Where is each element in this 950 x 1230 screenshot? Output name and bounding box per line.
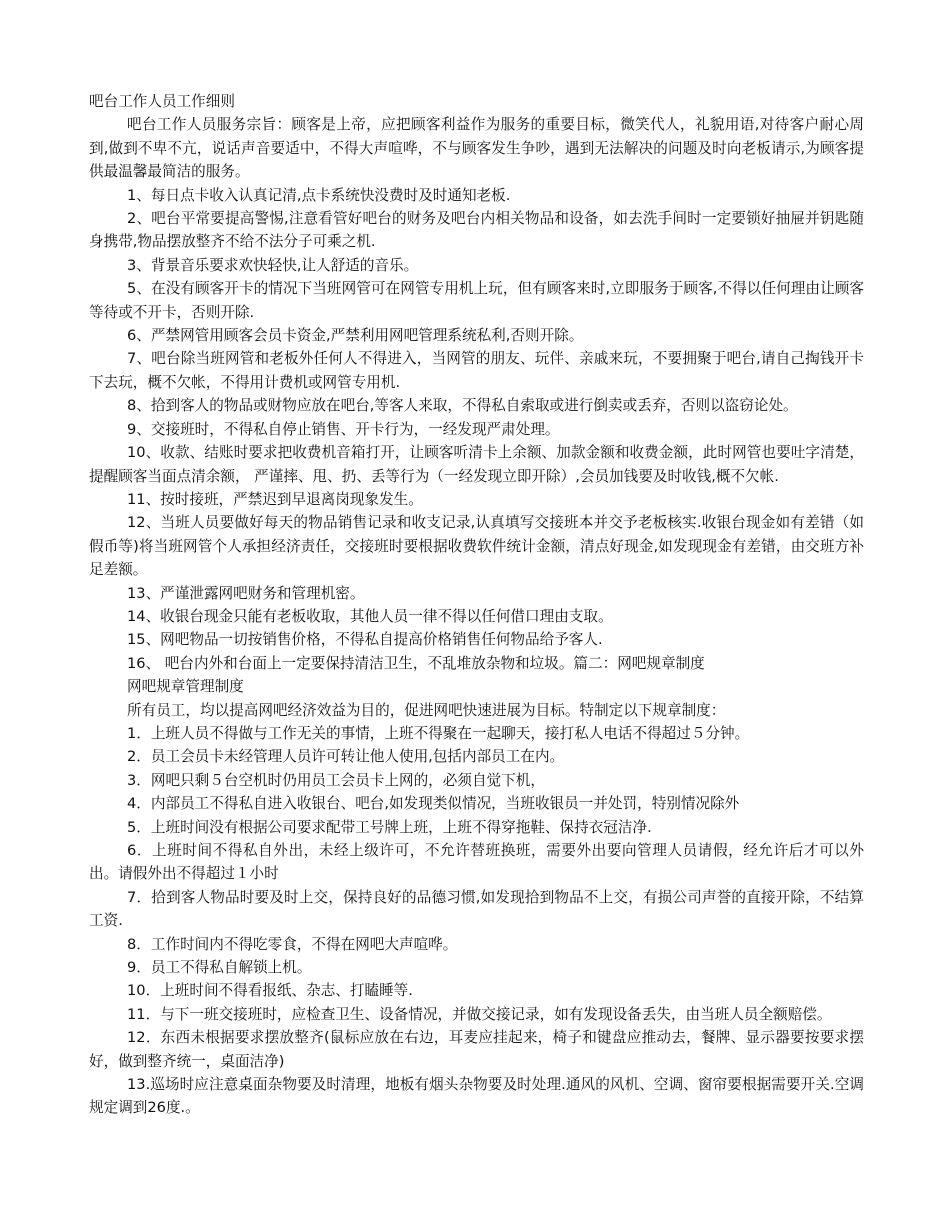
regulation-item: 9．员工不得私自解锁上机。 (127, 959, 312, 977)
regulation-item: 13.巡场时应注意桌面杂物要及时清理，地板有烟头杂物要及时处理.通风的风机、空调、窗帘要根据需要开关.空调规定调到26度.。 (89, 1076, 864, 1117)
section-title: 网吧规章管理制度 (127, 678, 244, 696)
rule-item: 9、交接班时，不得私自停止销售、开卡行为，一经发现严肃处理。 (127, 420, 560, 438)
rule-item: 1、每日点卡收入认真记清,点卡系统快没费时及时通知老板. (127, 186, 511, 204)
rule-item: 7、吧台除当班网管和老板外任何人不得进入，当网管的朋友、玩伴、亲戚来玩，不要拥聚于吧台,请自己掏钱开卡下去玩，概不欠帐，不得用计费机或网管专用机. (89, 350, 864, 391)
rule-item: 15、网吧物品一切按销售价格，不得私自提高价格销售任何物品给予客人. (127, 631, 603, 649)
rule-item: 6、严禁网管用顾客会员卡资金,严禁利用网吧管理系统私利,否则开除。 (127, 327, 584, 345)
rule-item: 3、背景音乐要求欢快轻快,让人舒适的音乐。 (127, 256, 419, 274)
regulation-item: 12．东西未根据要求摆放整齐(鼠标应放在右边，耳麦应挂起来，椅子和键盘应推动去，餐牌、显示器要按要求摆好，做到整齐统一，桌面洁净) (89, 1029, 864, 1070)
rule-item: 13、严谨泄露网吧财务和管理机密。 (127, 584, 365, 602)
regulation-item: 8．工作时间内不得吃零食，不得在网吧大声喧哗。 (127, 935, 458, 953)
service-intro-paragraph: 吧台工作人员服务宗旨：顾客是上帝，应把顾客利益作为服务的重要目标，微笑代人，礼貌用语,对待客户耐心周到,做到不卑不亢，说话声音要适中，不得大声喧哗，不与顾客发生争吵，遇到无法解决的问题及时向老板请示,为顾客提供最温馨最简洁的服务。 (89, 116, 864, 181)
regulation-item: 11．与下一班交接班时，应检查卫生、设备情况，并做交接记录，如有发现设备丢失，由当班人员全额赔偿。 (127, 1005, 832, 1023)
regulation-item: 6．上班时间不得私自外出，未经上级许可，不允许替班换班，需要外出要向管理人员请假，经允许后才可以外出。请假外出不得超过１小时 (89, 842, 864, 883)
document-page (89, 90, 864, 1120)
document-title: 吧台工作人员工作细则 (89, 93, 235, 110)
regulation-item: 1．上班人员不得做与工作无关的事情，上班不得聚在一起聊天，接打私人电话不得超过５分钟。 (127, 724, 750, 742)
regulation-item: 2．员工会员卡未经管理人员许可转让他人使用,包括内部员工在内。 (127, 748, 565, 766)
section-intro: 所有员工，均以提高网吧经济效益为目的，促进网吧快速进展为目标。特制定以下规章制度： (127, 701, 726, 719)
regulation-item: 3．网吧只剩５台空机时仍用员工会员卡上网的，必须自觉下机， (127, 771, 545, 789)
rule-item: 5、在没有顾客开卡的情况下当班网管可在网管专用机上玩，但有顾客来时,立即服务于顾客,不得以任何理由让顾客等待或不开卡，否则开除. (89, 280, 864, 321)
rule-item: 14、收银台现金只能有老板收取，其他人员一律不得以任何借口理由支取。 (127, 607, 613, 625)
rule-item: 11、按时接班，严禁迟到早退离岗现象发生。 (127, 490, 423, 508)
rule-item: 12、当班人员要做好每天的物品销售记录和收支记录,认真填写交接班本并交予老板核实.收银台现金如有差错（如假币等)将当班网管个人承担经济责任，交接班时要根据收费软件统计金额，清点好现金,如发现现金有差错，由交班方补足差额。 (89, 514, 864, 579)
regulation-item: 7．拾到客人物品时要及时上交，保持良好的品德习惯,如发现拾到物品不上交，有损公司声誉的直接开除，不结算工资. (89, 888, 864, 930)
regulation-item: 4．内部员工不得私自进入收银台、吧台,如发现类似情况，当班收银员一并处罚，特别情况除外 (127, 795, 740, 813)
rule-item: 2、吧台平常要提高警惕,注意看管好吧台的财务及吧台内相关物品和设备，如去洗手间时一定要锁好抽屉并钥匙随身携带,物品摆放整齐不给不法分子可乘之机. (89, 210, 864, 251)
rule-item: 8、拾到客人的物品或财物应放在吧台,等客人来取，不得私自索取或进行倒卖或丢弃，否则以盗窃论处。 (127, 397, 798, 415)
rule-item: 10、收款、结账时要求把收费机音箱打开，让顾客听清卡上余额、加款金额和收费金额，此时网管也要吐字清楚，提醒顾客当面点清余额， 严谨摔、甩、扔、丢等行为（一经发现立即开除）,会员加钱要及时收钱,概不欠帐. (89, 444, 864, 485)
regulation-item: 5．上班时间没有根据公司要求配带工号牌上班，上班不得穿拖鞋、保持衣冠洁净. (127, 818, 652, 836)
regulation-item: 10．上班时间不得看报纸、杂志、打瞌睡等. (127, 982, 413, 1000)
rule-item: 16、 吧台内外和台面上一定要保持清洁卫生，不乱堆放杂物和垃圾。篇二：网吧规章制度 (127, 654, 705, 672)
